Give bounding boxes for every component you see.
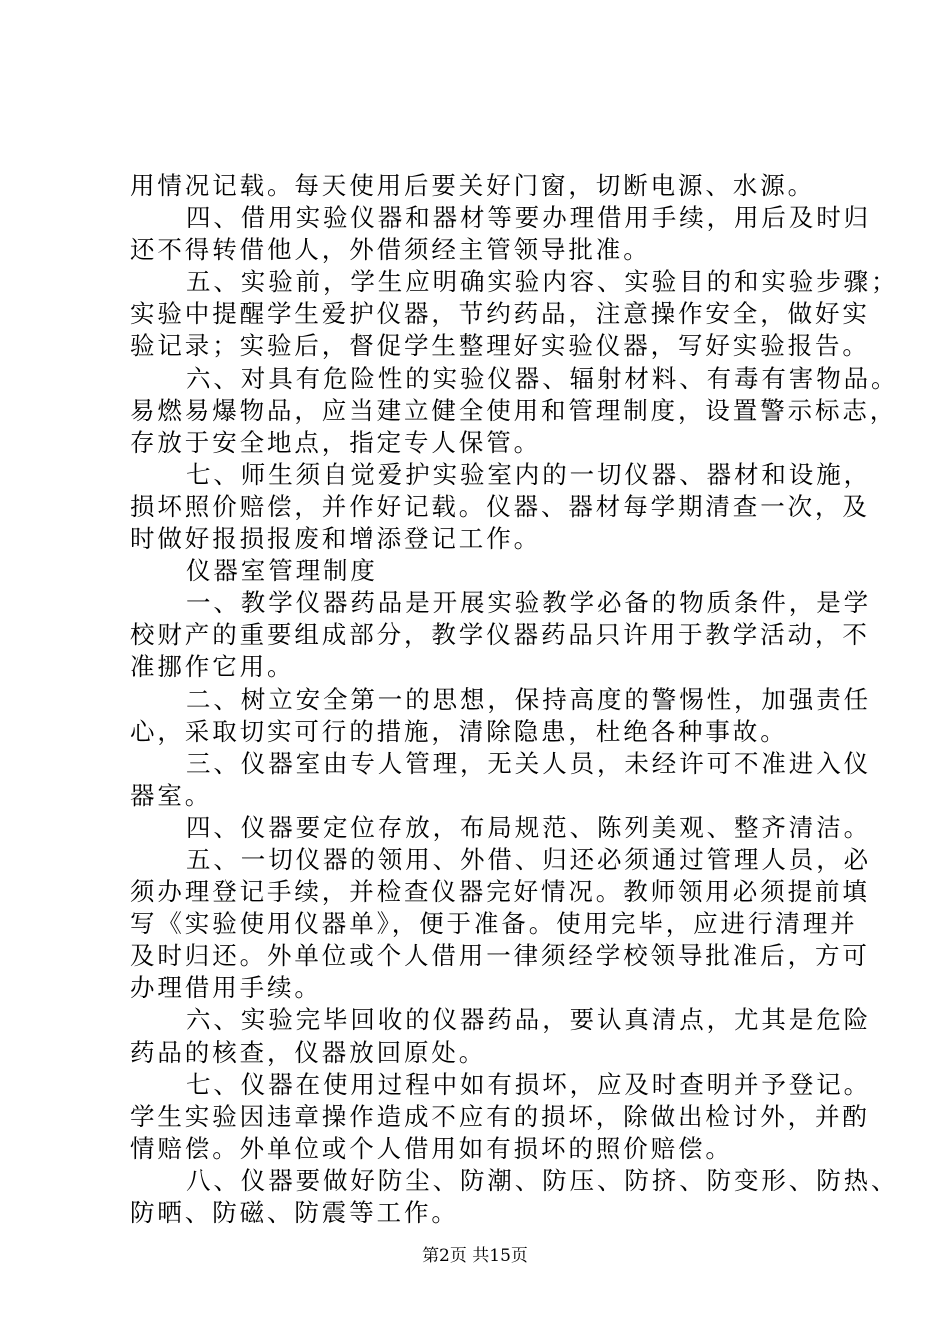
text-line: 五、实验前，学生应明确实验内容、实验目的和实验步骤； — [186, 267, 899, 297]
text-line: 三、仪器室由专人管理，无关人员，未经许可不准进入仪 — [186, 748, 871, 778]
text-line: 器室。 — [130, 780, 213, 810]
text-line: 八、仪器要做好防尘、防潮、防压、防挤、防变形、防热、 — [186, 1165, 899, 1195]
text-line: 准挪作它用。 — [130, 652, 295, 682]
page-number-footer: 第2页 共15页 — [422, 1246, 528, 1266]
text-line: 易燃易爆物品，应当建立健全使用和管理制度，设置警示标志， — [130, 395, 898, 425]
text-line: 七、仪器在使用过程中如有损坏，应及时查明并予登记。 — [186, 1069, 871, 1099]
text-line: 一、教学仪器药品是开展实验教学必备的物质条件，是学 — [186, 588, 871, 618]
text-line: 时做好报损报废和增添登记工作。 — [130, 524, 541, 554]
text-line: 四、借用实验仪器和器材等要办理借用手续，用后及时归 — [186, 203, 871, 233]
text-line: 实验中提醒学生爱护仪器，节约药品，注意操作安全，做好实 — [130, 299, 870, 329]
text-line: 学生实验因违章操作造成不应有的损坏，除做出检讨外，并酌 — [130, 1101, 870, 1131]
text-line: 损坏照价赔偿，并作好记载。仪器、器材每学期清查一次，及 — [130, 491, 870, 521]
text-line: 二、树立安全第一的思想，保持高度的警惕性，加强责任 — [186, 684, 871, 714]
text-line: 情赔偿。外单位或个人借用如有损坏的照价赔偿。 — [130, 1133, 733, 1163]
text-line: 四、仪器要定位存放，布局规范、陈列美观、整齐清洁。 — [186, 812, 871, 842]
text-line: 防晒、防磁、防震等工作。 — [130, 1198, 459, 1227]
text-line: 须办理登记手续，并检查仪器完好情况。教师领用必须提前填 — [130, 877, 870, 907]
text-line: 还不得转借他人，外借须经主管领导批准。 — [130, 235, 651, 265]
text-line: 仪器室管理制度 — [186, 556, 378, 586]
text-line: 药品的核查，仪器放回原处。 — [130, 1037, 487, 1067]
text-line: 用情况记载。每天使用后要关好门窗，切断电源、水源。 — [130, 171, 815, 200]
text-line: 六、实验完毕回收的仪器药品，要认真清点，尤其是危险 — [186, 1005, 871, 1035]
text-line: 五、一切仪器的领用、外借、归还必须通过管理人员，必 — [186, 844, 871, 874]
text-line: 及时归还。外单位或个人借用一律须经学校领导批准后，方可 — [130, 941, 870, 971]
text-line: 校财产的重要组成部分，教学仪器药品只许用于教学活动，不 — [130, 620, 870, 650]
text-line: 验记录；实验后，督促学生整理好实验仪器，写好实验报告。 — [130, 331, 870, 361]
document-body — [130, 170, 899, 1229]
text-line: 存放于安全地点，指定专人保管。 — [130, 427, 541, 457]
text-line: 七、师生须自觉爱护实验室内的一切仪器、器材和设施， — [186, 459, 871, 489]
text-line: 办理借用手续。 — [130, 973, 322, 1003]
text-line: 六、对具有危险性的实验仪器、辐射材料、有毒有害物品。 — [186, 363, 899, 393]
text-line: 写《实验使用仪器单》，便于准备。使用完毕，应进行清理并 — [130, 909, 858, 939]
text-line: 心，采取切实可行的措施，清除隐患，杜绝各种事故。 — [130, 716, 788, 746]
